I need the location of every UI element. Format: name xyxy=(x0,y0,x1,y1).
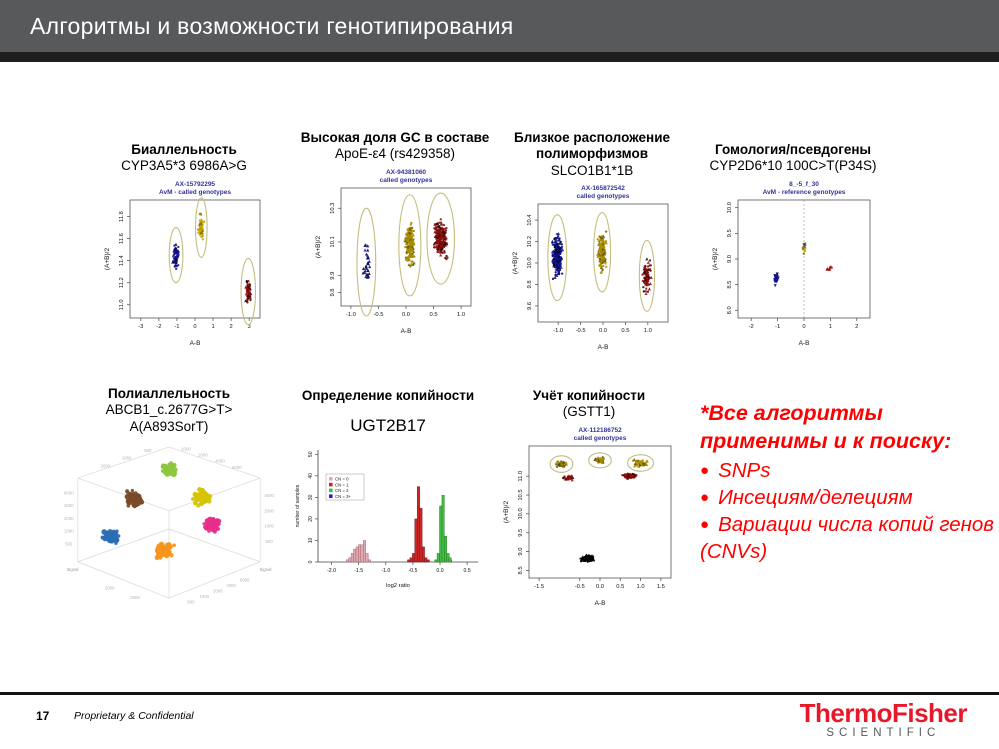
svg-text:1000: 1000 xyxy=(264,523,274,529)
svg-text:9.6: 9.6 xyxy=(527,302,533,311)
svg-text:0.0: 0.0 xyxy=(595,583,605,590)
svg-text:-1: -1 xyxy=(174,323,180,330)
svg-text:9.9: 9.9 xyxy=(330,271,336,280)
svg-text:10.3: 10.3 xyxy=(330,202,336,214)
svg-text:AX-165872542: AX-165872542 xyxy=(581,185,625,193)
panel-subtitle: ABCB1_c.2677G>T> xyxy=(105,402,233,418)
svg-text:6000: 6000 xyxy=(232,465,242,471)
svg-text:1: 1 xyxy=(211,323,215,330)
svg-text:CN = 0: CN = 0 xyxy=(335,476,349,482)
svg-text:-1.5: -1.5 xyxy=(354,568,364,575)
svg-text:2000: 2000 xyxy=(198,452,208,458)
biallelic-scatter-plot xyxy=(78,178,290,350)
svg-text:(A+B)/2: (A+B)/2 xyxy=(503,500,510,524)
panel-copy-accounting xyxy=(486,388,692,610)
svg-text:10.0: 10.0 xyxy=(518,508,524,520)
svg-text:500: 500 xyxy=(187,599,195,605)
svg-text:2000: 2000 xyxy=(64,516,74,522)
svg-text:11.2: 11.2 xyxy=(119,277,125,289)
svg-text:0.0: 0.0 xyxy=(436,568,444,575)
svg-text:6000: 6000 xyxy=(64,490,74,496)
panel-subtitle: SLCO1B1*1B xyxy=(550,162,634,178)
thermofisher-logo xyxy=(800,700,967,740)
svg-text:10.2: 10.2 xyxy=(527,236,533,248)
svg-text:1000: 1000 xyxy=(181,446,191,452)
svg-text:11.8: 11.8 xyxy=(119,211,125,222)
svg-text:4000: 4000 xyxy=(64,503,74,509)
svg-text:-2.0: -2.0 xyxy=(327,568,337,575)
svg-text:called genotypes: called genotypes xyxy=(576,193,630,201)
svg-text:6000: 6000 xyxy=(239,577,250,583)
svg-text:3: 3 xyxy=(247,323,251,330)
svg-text:-1.0: -1.0 xyxy=(553,328,564,335)
svg-text:40: 40 xyxy=(308,473,314,479)
panel-heading: Близкое расположение полиморфизмов xyxy=(513,130,671,162)
svg-text:11.0: 11.0 xyxy=(119,299,125,311)
note-bullet-label: SNPs xyxy=(718,459,771,483)
note-bullet xyxy=(700,511,995,565)
svg-text:1000: 1000 xyxy=(104,585,115,591)
svg-text:AvM - reference genotypes: AvM - reference genotypes xyxy=(762,188,846,196)
svg-text:0.0: 0.0 xyxy=(598,328,608,335)
svg-text:-0.5: -0.5 xyxy=(373,311,384,318)
svg-text:0.0: 0.0 xyxy=(401,311,411,318)
svg-text:2000: 2000 xyxy=(100,463,111,469)
gc-scatter-plot xyxy=(293,166,497,338)
svg-text:0: 0 xyxy=(193,323,197,330)
svg-text:10.5: 10.5 xyxy=(518,489,524,501)
panel-polyallelic xyxy=(60,386,278,620)
svg-text:A-B: A-B xyxy=(189,339,201,347)
svg-text:4000: 4000 xyxy=(264,493,274,499)
svg-text:1: 1 xyxy=(828,323,833,330)
svg-text:AvM - called genotypes: AvM - called genotypes xyxy=(159,188,231,196)
svg-text:30: 30 xyxy=(308,494,314,501)
svg-text:1.0: 1.0 xyxy=(643,328,652,335)
svg-text:2000: 2000 xyxy=(130,595,140,601)
logo-wordmark: ThermoFisher xyxy=(799,698,967,728)
svg-text:1000: 1000 xyxy=(121,455,132,461)
svg-text:(A+B)/2: (A+B)/2 xyxy=(315,235,322,259)
bullet-icon: ● xyxy=(700,462,710,480)
bullet-icon: ● xyxy=(700,516,710,534)
panel-subtitle: CYP3A5*3 6986A>G xyxy=(121,158,247,174)
svg-text:-0.5: -0.5 xyxy=(408,568,418,575)
svg-text:1.5: 1.5 xyxy=(656,583,665,590)
svg-text:CN = 3+: CN = 3+ xyxy=(335,494,352,500)
page-number: 17 xyxy=(36,709,50,723)
svg-text:10: 10 xyxy=(308,537,314,544)
svg-text:-1: -1 xyxy=(775,323,781,330)
svg-text:-2: -2 xyxy=(748,323,754,330)
svg-text:500: 500 xyxy=(65,541,73,547)
svg-text:11.4: 11.4 xyxy=(119,255,125,267)
panel-heading: Определение копийности xyxy=(301,388,475,403)
svg-text:11.6: 11.6 xyxy=(119,233,125,244)
svg-text:AX-94381060: AX-94381060 xyxy=(385,168,427,176)
svg-text:9.8: 9.8 xyxy=(330,288,336,297)
panel-heading: Высокая доля GC в составе xyxy=(300,130,490,145)
svg-text:8.5: 8.5 xyxy=(727,280,733,289)
svg-text:10.1: 10.1 xyxy=(330,236,336,248)
svg-text:(A+B)/2: (A+B)/2 xyxy=(712,247,719,271)
svg-text:-0.5: -0.5 xyxy=(574,583,585,590)
panel-heading: Биаллельность xyxy=(131,142,237,157)
svg-text:Signal: Signal xyxy=(66,567,79,573)
slide-title: Алгоритмы и возможности генотипирования xyxy=(30,12,514,39)
svg-text:0.5: 0.5 xyxy=(621,328,630,335)
panel-subtitle: ApoE-ε4 (rs429358) xyxy=(334,146,456,162)
note-bullet-label: Вариации числа копий генов (CNVs) xyxy=(700,513,995,564)
svg-text:10.4: 10.4 xyxy=(527,214,533,227)
svg-text:8.0: 8.0 xyxy=(727,306,733,315)
note-bullets xyxy=(700,457,995,565)
panel-subtitle: A(A893SorT) xyxy=(129,418,209,434)
svg-text:2000: 2000 xyxy=(264,508,274,514)
svg-text:CN = 1: CN = 1 xyxy=(335,482,349,488)
note-bullet xyxy=(700,484,995,511)
svg-text:8.5: 8.5 xyxy=(518,566,524,575)
svg-text:called genotypes: called genotypes xyxy=(379,176,433,184)
svg-text:0.5: 0.5 xyxy=(429,311,438,318)
svg-text:1000: 1000 xyxy=(199,594,210,600)
panel-biallelic xyxy=(78,142,290,350)
svg-text:1000: 1000 xyxy=(64,529,74,535)
homology-scatter-plot xyxy=(686,178,900,350)
header-bar xyxy=(0,0,999,52)
svg-text:0.5: 0.5 xyxy=(463,568,471,575)
svg-text:A-B: A-B xyxy=(597,344,609,352)
svg-text:-0.5: -0.5 xyxy=(575,328,586,335)
svg-text:9.5: 9.5 xyxy=(727,229,733,238)
bullet-icon: ● xyxy=(700,489,710,507)
svg-text:log2 ratio: log2 ratio xyxy=(386,583,410,590)
svg-text:4000: 4000 xyxy=(215,459,225,465)
svg-text:A-B: A-B xyxy=(798,339,810,347)
svg-text:AX-112186752: AX-112186752 xyxy=(578,426,622,434)
panel-copy-number xyxy=(288,388,488,592)
svg-text:number of samples: number of samples xyxy=(295,484,301,528)
svg-text:500: 500 xyxy=(144,448,152,454)
panel-subtitle: UGT2B17 xyxy=(350,416,426,436)
svg-text:(A+B)/2: (A+B)/2 xyxy=(104,247,111,271)
panel-close-polymorphisms xyxy=(490,130,694,354)
svg-text:2: 2 xyxy=(229,323,233,330)
svg-text:9.5: 9.5 xyxy=(518,528,524,537)
svg-text:500: 500 xyxy=(265,539,273,545)
header-strip xyxy=(0,52,999,62)
panel-subtitle: (GSTT1) xyxy=(562,404,616,420)
panel-homology xyxy=(686,142,900,350)
confidential-label: Proprietary & Confidential xyxy=(74,710,194,722)
svg-text:20: 20 xyxy=(308,516,314,522)
svg-text:0: 0 xyxy=(802,323,806,330)
panel-heading: Полиаллельность xyxy=(108,386,230,401)
algorithms-note xyxy=(700,400,995,565)
svg-text:1.0: 1.0 xyxy=(457,311,466,318)
copy-accounting-scatter-plot xyxy=(486,424,692,610)
svg-text:0: 0 xyxy=(308,560,314,564)
panel-heading: Гомология/псевдогены xyxy=(714,142,872,157)
svg-text:11.0: 11.0 xyxy=(518,470,524,482)
note-bullet-label: Инсециям/делециям xyxy=(718,486,913,510)
svg-text:1.0: 1.0 xyxy=(636,583,645,590)
svg-text:A-B: A-B xyxy=(594,599,606,607)
svg-text:A-B: A-B xyxy=(400,327,412,335)
footer-divider xyxy=(0,692,999,695)
svg-text:9.8: 9.8 xyxy=(527,280,533,289)
svg-text:-3: -3 xyxy=(138,323,144,330)
svg-text:called genotypes: called genotypes xyxy=(573,434,627,442)
svg-text:50: 50 xyxy=(308,451,314,458)
panel-subtitle: CYP2D6*10 100C>T(P34S) xyxy=(709,158,877,174)
svg-text:AX-15792295: AX-15792295 xyxy=(174,180,216,188)
svg-text:9.0: 9.0 xyxy=(727,254,733,263)
copy-number-histogram xyxy=(288,440,488,592)
svg-text:-1.5: -1.5 xyxy=(534,583,545,590)
panel-heading: Учёт копийности xyxy=(532,388,646,403)
panel-gc-content xyxy=(293,130,497,338)
svg-text:10.0: 10.0 xyxy=(727,201,733,214)
svg-text:9.0: 9.0 xyxy=(518,547,524,556)
note-heading: *Все алгоритмы применимы и к поиску: xyxy=(700,401,952,453)
logo-scientific-label: SCIENTIFIC xyxy=(826,727,941,739)
svg-text:4000: 4000 xyxy=(226,583,236,589)
svg-text:2: 2 xyxy=(855,323,859,330)
polyallelic-3d-scatter-plot xyxy=(60,438,278,620)
svg-text:-2: -2 xyxy=(156,323,162,330)
svg-text:-1.0: -1.0 xyxy=(345,311,356,318)
svg-text:CN = 2: CN = 2 xyxy=(335,488,349,494)
svg-text:-1.0: -1.0 xyxy=(381,568,391,575)
svg-text:0.5: 0.5 xyxy=(616,583,625,590)
svg-text:10.0: 10.0 xyxy=(527,257,533,270)
svg-text:Signal: Signal xyxy=(259,567,272,573)
note-bullet xyxy=(700,457,995,484)
close-polymorphisms-scatter-plot xyxy=(490,182,694,354)
svg-text:(A+B)/2: (A+B)/2 xyxy=(512,252,519,275)
svg-text:2000: 2000 xyxy=(212,588,223,594)
svg-text:8_-5_f_30: 8_-5_f_30 xyxy=(789,180,819,188)
